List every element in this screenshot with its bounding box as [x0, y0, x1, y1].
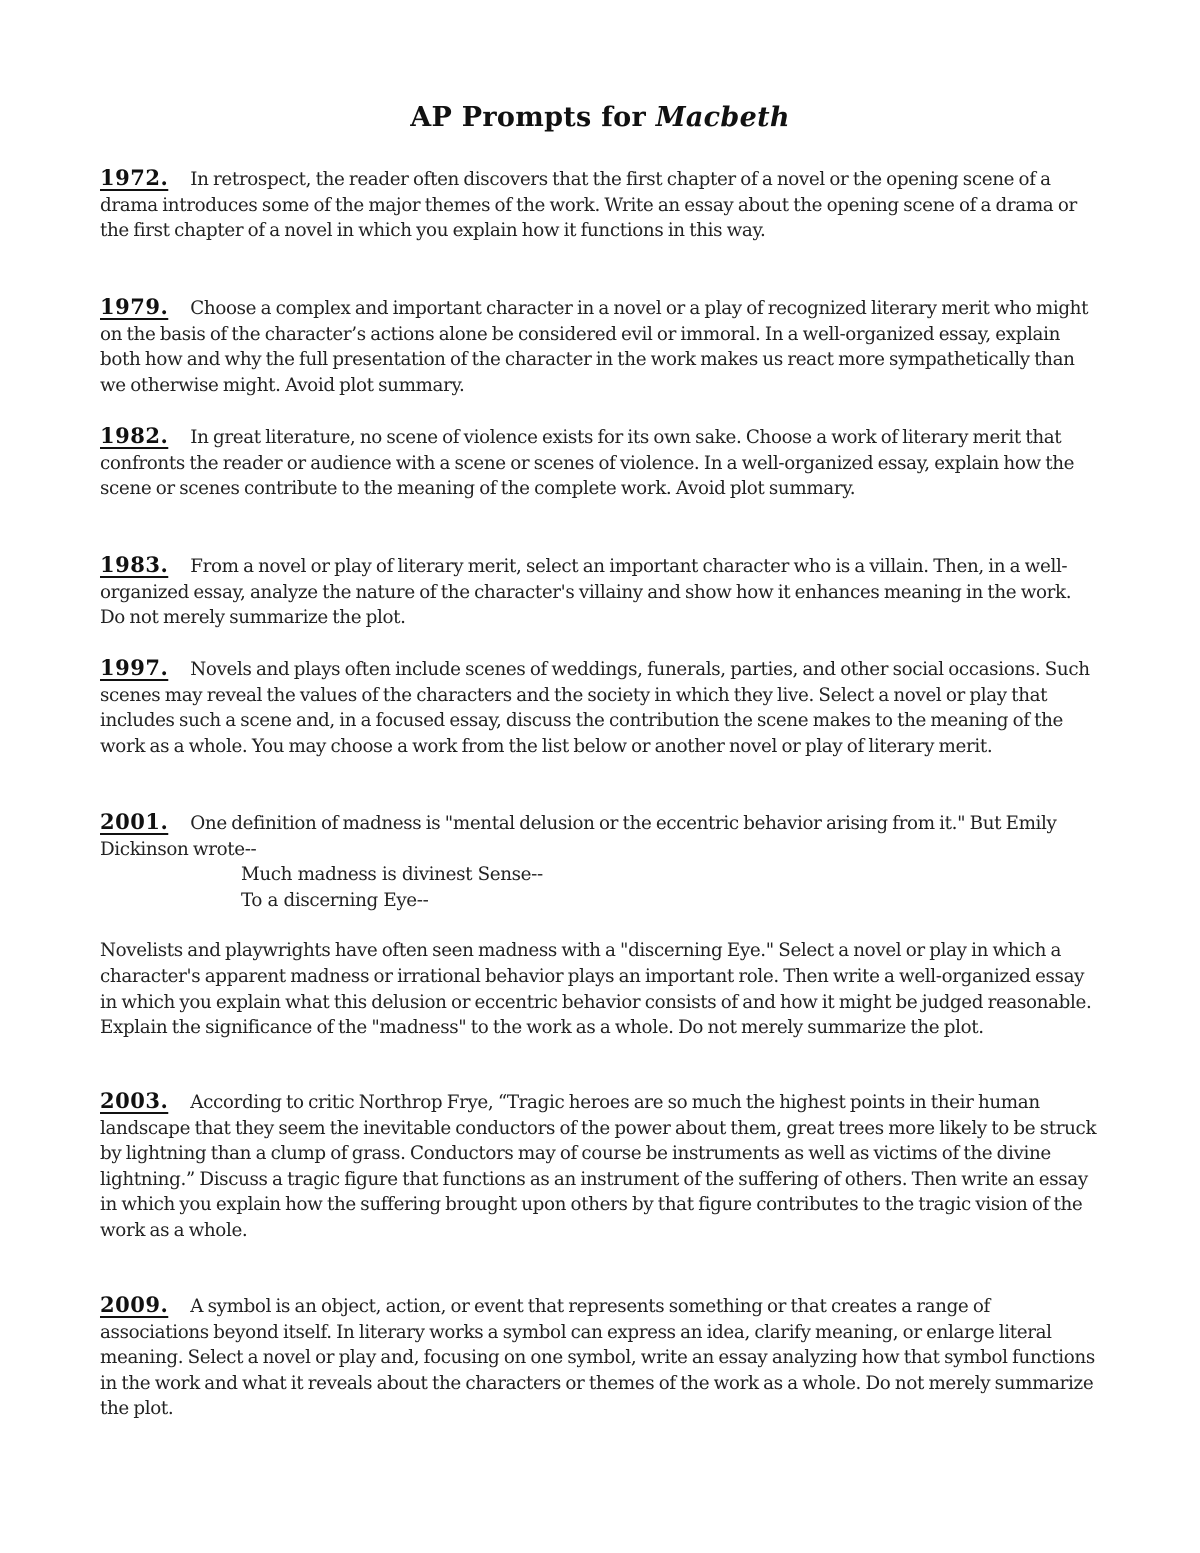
prompt-year: 1972. [100, 165, 169, 190]
prompt-2001-intro [100, 809, 1100, 862]
prompt-year: 1982. [100, 423, 169, 448]
prompt-year: 2001. [100, 809, 169, 834]
prompt-1997 [100, 655, 1100, 759]
prompt-year: 1979. [100, 294, 169, 319]
prompt-1983 [100, 552, 1100, 631]
prompt-year: 2009. [100, 1292, 169, 1317]
prompt-text: In great literature, no scene of violence exists for its own sake. Choose a work of literary merit that confronts the reader or audience with a scene or scenes of violence. In a well-organized essay, explain how the scene or scenes contribute to the meaning of the complete work. Avoid plot summary. [100, 427, 1075, 500]
prompt-2001 [100, 809, 1100, 1041]
prompt-text: According to critic Northrop Frye, “Tragic heroes are so much the highest points in their human landscape that they seem the inevitable conductors of the power about them, great trees more likely to be struck by lightning than a clump of grass. Conductors may of course be instruments as well as victims of the divine lightning.” Discuss a tragic figure that functions as an instrument of the suffering of others. Then write an essay in which you explain how the suffering brought upon others by that figure contributes to the tragic vision of the work as a whole. [100, 1092, 1097, 1241]
prompt-text: One definition of madness is "mental delusion or the eccentric behavior arising from it." But Emily Dickinson wrote-- [100, 813, 1057, 860]
poem-line: To a discerning Eye-- [241, 889, 429, 911]
prompt-text: Choose a complex and important character in a novel or a play of recognized literary merit who might on the basis of the character’s actions alone be considered evil or immoral. In a well-organized essay, explain both how and why the full presentation of the character in the work makes us react more sympathetically than we otherwise might. Avoid plot summary. [100, 298, 1089, 396]
prompt-text: From a novel or play of literary merit, select an important character who is a villain. Then, in a well-organized essay, analyze the nature of the character's villainy and show how it enhances meaning in the work. Do not merely summarize the plot. [100, 556, 1072, 629]
document-page [100, 0, 1100, 1420]
prompt-1982 [100, 423, 1100, 502]
poem-line: Much madness is divinest Sense-- [241, 864, 543, 886]
prompt-1972 [100, 165, 1100, 244]
prompt-2003 [100, 1088, 1100, 1244]
title-italic: Macbeth [655, 102, 790, 133]
title-prefix: AP Prompts for [410, 102, 656, 133]
page-title [100, 100, 1100, 136]
prompt-1979 [100, 294, 1100, 398]
prompt-year: 1997. [100, 655, 169, 680]
prompt-2001-continuation: Novelists and playwrights have often seen madness with a "discerning Eye." Select a novel or play in which a character's apparent madness or irrational behavior plays an important role. Then write a well-organized essay in which you explain what this delusion or eccentric behavior consists of and how it might be judged reasonable. Explain the significance of the "madness" to the work as a whole. Do not merely summarize the plot. [100, 940, 1092, 1039]
prompt-text: Novels and plays often include scenes of weddings, funerals, parties, and other social occasions. Such scenes may reveal the values of the characters and the society in which they live. Select a novel or play that includes such a scene and, in a focused essay, discuss the contribution the scene makes to the meaning of the work as a whole. You may choose a work from the list below or another novel or play of literary merit. [100, 659, 1090, 757]
prompt-text: A symbol is an object, action, or event that represents something or that creates a range of associations beyond itself. In literary works a symbol can express an idea, clarify meaning, or enlarge literal meaning. Select a novel or play and, focusing on one symbol, write an essay analyzing how that symbol functions in the work and what it reveals about the characters or themes of the work as a whole. Do not merely summarize the plot. [100, 1296, 1095, 1420]
prompt-year: 2003. [100, 1088, 169, 1113]
prompt-text: In retrospect, the reader often discovers that the first chapter of a novel or the opening scene of a drama introduces some of the major themes of the work. Write an essay about the opening scene of a drama or the first chapter of a novel in which you explain how it functions in this way. [100, 169, 1077, 242]
prompt-2009 [100, 1292, 1100, 1422]
prompt-year: 1983. [100, 552, 169, 577]
